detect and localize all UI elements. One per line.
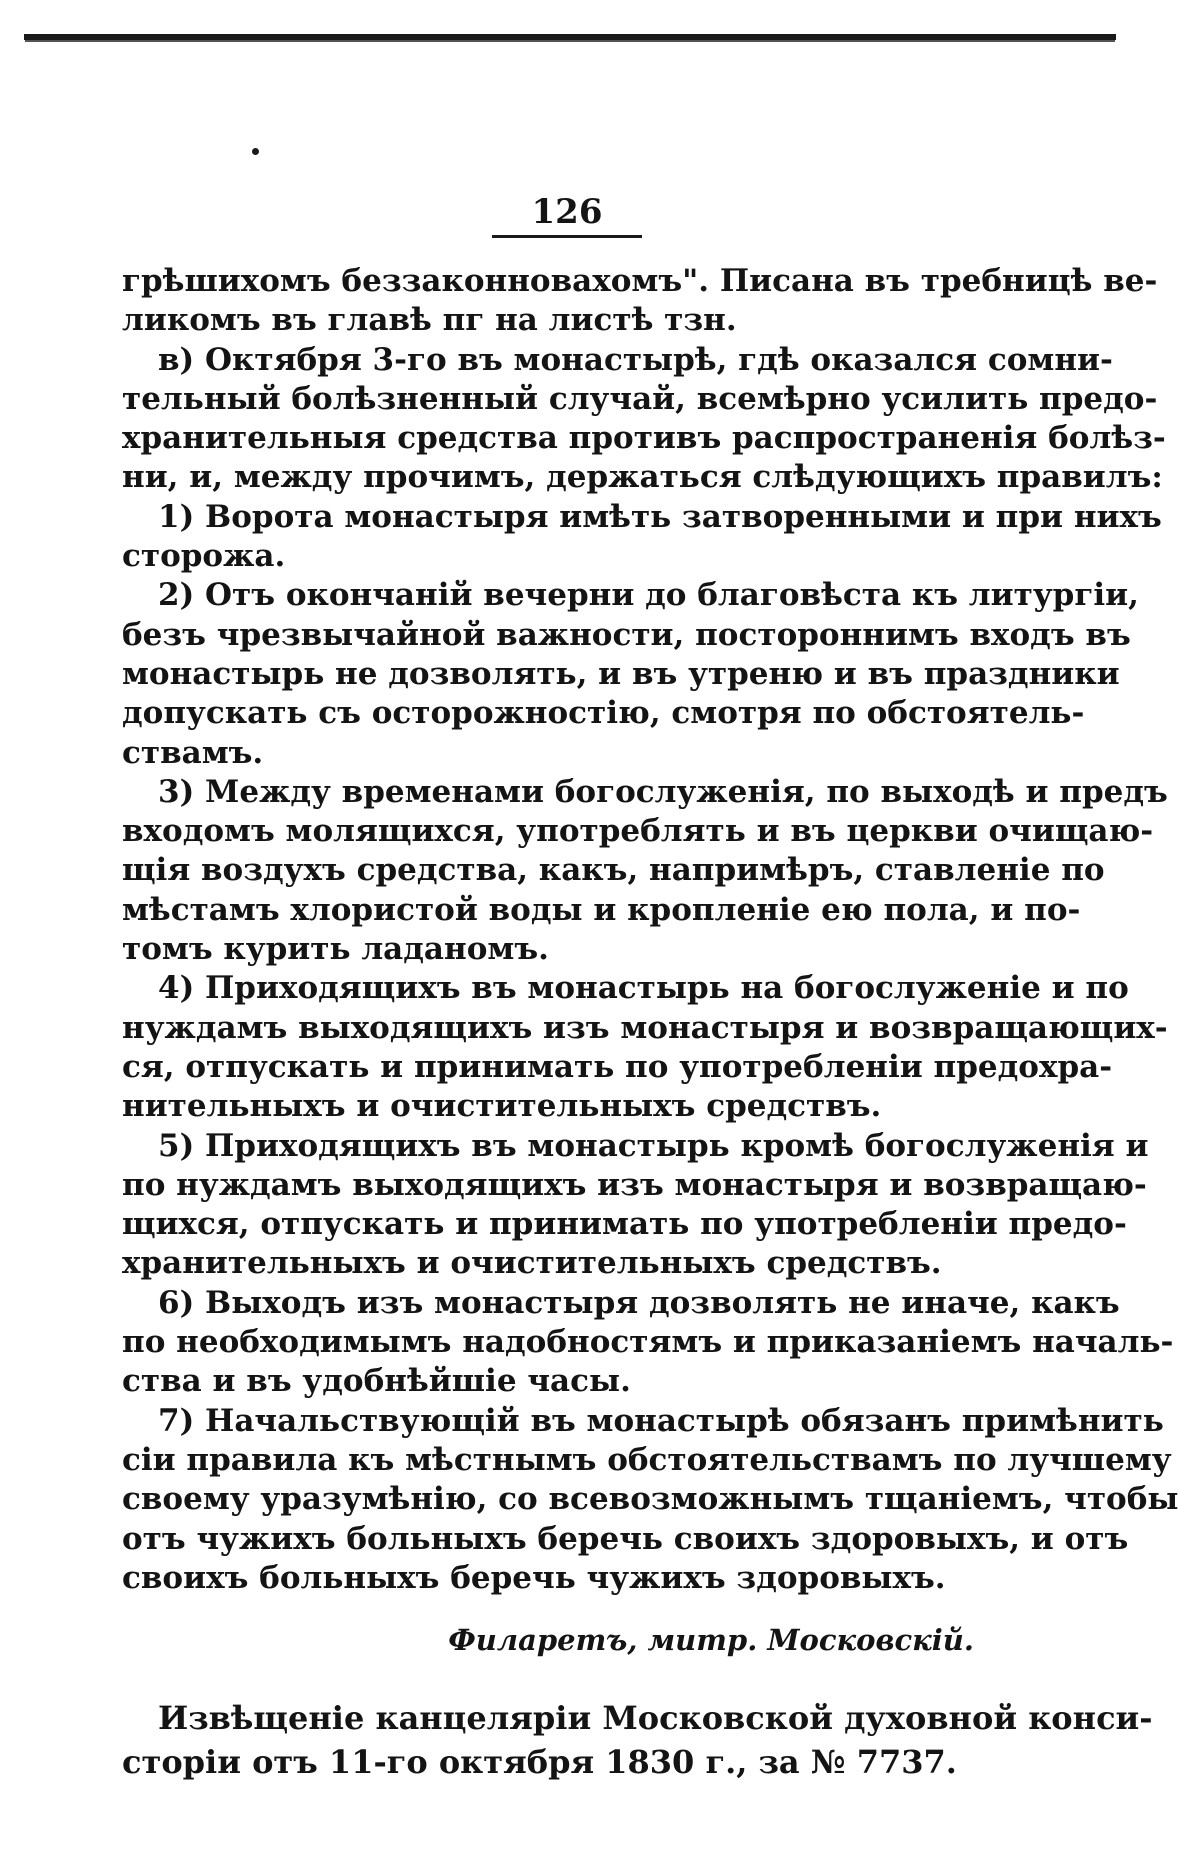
text-line: безъ чрезвычайной важности, постороннимъ входъ въ	[122, 616, 1131, 653]
text-line: нительныхъ и очистительныхъ средствъ.	[122, 1088, 882, 1125]
text-line: ствамъ.	[122, 734, 264, 771]
text-line: по нуждамъ выходящихъ изъ монастыря и возвращаю-	[122, 1166, 1147, 1203]
text-line: тельный болѣзненный случай, всемѣрно усилить предо-	[122, 380, 1158, 417]
text-line: хранительныхъ и очистительныхъ средствъ.	[122, 1245, 942, 1282]
text-line: отъ чужихъ больныхъ беречь своихъ здоровыхъ, и отъ	[122, 1520, 1129, 1557]
text-line: мѣстамъ хлористой воды и кропленіе ею пола, и по-	[122, 891, 1081, 928]
text-line: сторожа.	[122, 538, 286, 575]
signature: Филаретъ, митр. Московскій.	[448, 1623, 974, 1657]
text-line: ся, отпускать и принимать по употребленіи предохра-	[122, 1048, 1113, 1085]
text-line: 4) Приходящихъ въ монастырь на богослуженіе и по	[158, 970, 1129, 1007]
text-line: грѣшихомъ беззаконновахомъ". Писана въ требницѣ ве-	[122, 263, 1158, 299]
ink-dot	[252, 148, 259, 155]
text-line: 2) Отъ окончаній вечерни до благовѣста къ литургіи,	[158, 577, 1139, 614]
text-line: сіи правила къ мѣстнымъ обстоятельствамъ по лучшему	[122, 1441, 1172, 1478]
text-line: своихъ больныхъ беречь чужихъ здоровыхъ.	[122, 1559, 946, 1596]
top-rule	[24, 34, 1116, 40]
text-line: хранительныя средства противъ распространенія болѣз-	[122, 420, 1166, 457]
text-line: ни, и, между прочимъ, держаться слѣдующихъ правилъ:	[122, 459, 1163, 496]
text-line: ликомъ въ главѣ пг на листѣ тзн.	[122, 302, 737, 339]
text-line: щихся, отпускать и принимать по употребленіи предо-	[122, 1206, 1127, 1243]
footer-line: Извѣщеніе канцеляріи Московской духовной конси-	[158, 1699, 1153, 1737]
text-line: 1) Ворота монастыря имѣть затворенными и при нихъ	[158, 498, 1162, 535]
text-line: томъ курить ладаномъ.	[122, 931, 549, 968]
page-number-underline	[492, 235, 642, 238]
text-line: своему уразумѣнію, со всевозможнымъ тщаніемъ, чтобы	[122, 1481, 1178, 1518]
text-line: входомъ молящихся, употреблять и въ церкви очищаю-	[122, 813, 1154, 850]
text-line: 5) Приходящихъ въ монастырь кромѣ богослуженія и	[158, 1127, 1149, 1164]
text-line: 3) Между временами богослуженія, по выходѣ и предъ	[158, 773, 1168, 810]
text-line: в) Октября 3-го въ монастырѣ, гдѣ оказался сомни-	[158, 341, 1113, 378]
footer-line: сторіи отъ 11-го октября 1830 г., за № 7737.	[122, 1743, 957, 1781]
text-line: монастырь не дозволять, и въ утреню и въ праздники	[122, 655, 1120, 692]
text-line: щія воздухъ средства, какъ, напримѣръ, ставленіе по	[122, 852, 1105, 889]
text-line: 6) Выходъ изъ монастыря дозволять не иначе, какъ	[158, 1284, 1120, 1321]
text-line: 7) Начальствующій въ монастырѣ обязанъ примѣнить	[158, 1402, 1164, 1439]
text-line: ства и въ удобнѣйшіе часы.	[122, 1363, 631, 1400]
text-line: допускать съ осторожностію, смотря по обстоятель-	[122, 695, 1085, 732]
text-line: по необходимымъ надобностямъ и приказаніемъ началь-	[122, 1324, 1174, 1361]
footer-notice	[122, 1696, 1153, 1784]
text-line: нуждамъ выходящихъ изъ монастыря и возвращающих-	[122, 1009, 1168, 1046]
main-text	[122, 262, 1178, 1598]
page-number: 126	[531, 192, 603, 232]
